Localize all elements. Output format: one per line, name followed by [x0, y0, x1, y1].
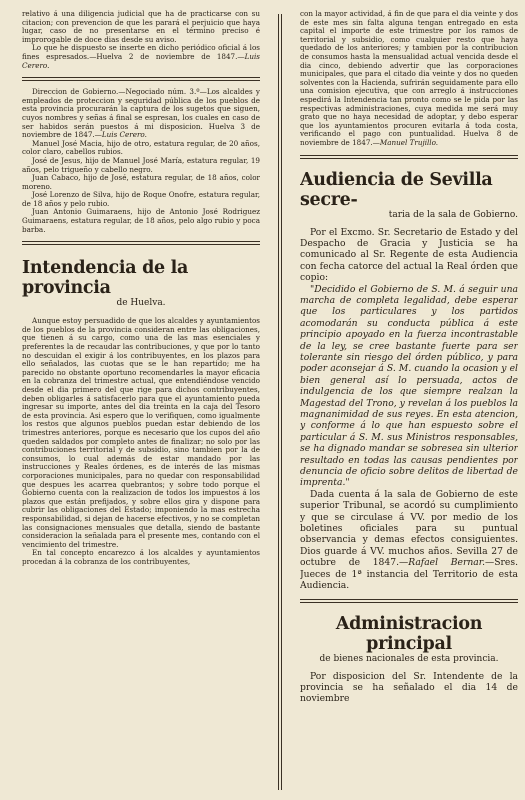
paragraph: Lo que he dispuesto se inserte en dicho periódico oficial á los fines espresados.—Huelva 2 de noviembre de 1847.—Luis Cerero.: [22, 43, 260, 70]
paragraph: En tal concepto encarezco á los alcaldes y ayuntamientos procedan á la cobranza de los contribuyentes,: [22, 548, 260, 566]
right-column: [300, 10, 518, 794]
paragraph: Dada cuenta á la sala de Gobierno de este superior Tribunal, se acordó su cumplimiento y que se circulase á VV. por medio de los boletines oficiales para su puntual observancia y demas efectos consiguientes. Dios guarde á VV. muchos años. Sevilla 27 de octubre de 1847.—Rafael Bernar.—Sres. Jueces de 1ª instancia del Territorio de esta Audiencia.: [300, 488, 518, 592]
separator: [300, 599, 518, 603]
person-entry: Juan Antonio Guimaraens, hijo de Antonio José Rodriguez Guimaraens, estatura regular, de 18 años, pelo algo rubio y poca barba.: [22, 207, 260, 234]
quoted-order: "Decidido el Gobierno de S. M. á seguir una marcha de completa legalidad, debe esperar que los particulares y los partidos acomodarán su conducta pública á este principio apoyado en la fuerza incontrastable de la ley, se cree bastante fuerte para ser tolerante sin riesgo del órden público, y para poder aconsejar á S. M. cuando la ocasion y el bien general así lo persuada, actos de indulgencia de los que siempre realzan la Magestad del Trono, y revelan á los pueblos la magnanimidad de sus reyes. En esta atencion, y conforme á lo que han espuesto sobre el particular á S. M. sus Ministros responsables, se ha dignado mandar se sobresea sin ulterior resultado en todas las causas pendientes por denuncia de oficio sobre delitos de libertad de imprenta.": [300, 283, 518, 489]
paragraph: Por disposicion del Sr. Intendente de la provincia se ha señalado el dia 14 de noviembre: [300, 670, 518, 705]
left-column: [22, 10, 260, 794]
person-entry: Manuel José Macia, hijo de otro, estatura regular, de 20 años, color claro, cabellos rubios.: [22, 138, 260, 157]
person-entry: José de Jesus, hijo de Manuel José María, estatura regular, 19 años, pelo trigueño y cabello negro.: [22, 155, 260, 174]
separator: [22, 241, 260, 245]
paragraph: Aunque estoy persuadido de que los alcaldes y ayuntamientos de los pueblos de la provincia consideran entre las obligaciones, que tienen á su cargo, como una de las mas esenciales y preferentes la de recaudar las contribuciones, y que por lo tanto no descuidan el exigir á los contribuyentes, en los plazos para ello señalados, las cuotas que se le han repartido; me ha parecido no obstante oportuno recomendarles la mayor eficacia en la cobranza del trimestre actual, que entendiéndose vencido desde el dia primero del que rige para dichos contribuyentes, deben obligarles á satisfacerlo para que el ayuntamiento pueda ingresar su importe, antes del dia treinta en la caja del Tesoro de esta provincia. Asi espero que lo verifiquen, como igualmente los restos que algunos pueblos puedan estar debiendo de los trimestres anteriores, porque es necesario que los cupos del año queden saldados por completo antes de finalizar; no solo por las contribuciones territorial y de subsidio, sino tambien por la de consumos, lo cual además de estar mandado por las instrucciones y Reales órdenes, es de interés de las mismas corporaciones municipales, para no quedar con responsabilidad que despues les acarrea quebrantos; y sobre todo porque el Gobierno cuenta con la realizacion de todos los impuestos á los plazos que están prefijados, y sobre ellos gira y dispone para cubrir las obligaciones del Estado; imponiendo la mas estrecha responsabilidad, si dejan de hacerse efectivos, y no se completan las consignaciones mensuales que detalla, siendo de bastante consideracion la señalada para el presente mes, contando con el vencimiento del trimestre.: [22, 316, 260, 549]
section-subheading: de bienes nacionales de esta provincia.: [319, 653, 499, 664]
section-heading: Audiencia de Sevilla secre-: [300, 169, 493, 210]
paragraph: Direccion de Gobierno.—Negociado núm. 3.º—Los alcaldes y empleados de proteccion y seguridad pública de los pueblos de esta provincia procurarán la captura de los sugetos que siguen, cuyos nombres y señas á final se espresan, los cuales en caso de ser habidos serán puestos á mi disposicion. Huelva 3 de noviembre de 1847.—Luis Cerero.: [22, 87, 260, 140]
column-divider: [278, 14, 279, 790]
separator: [22, 77, 260, 81]
column-divider: [281, 14, 282, 790]
person-entry: Juan Cabaco, hijo de José, estatura regular, de 18 años, color moreno.: [22, 173, 260, 191]
paragraph: con la mayor actividad, á fin de que para el dia veinte y dos de este mes sin falta alguna tengan entregado en esta capital el importe de este trimestre por los ramos de territorial y subsidio, como cualquier resto que haya quedado de los anteriores; y tambien por la contribucion de consumos hasta la mensualidad actual vencida desde el dia cinco, debiendo advertir que las corporaciones municipales, que para el citado dia veinte y dos no queden solventes con la Hacienda, sufrirán seguidamente para ello una comision ejecutiva, que con arreglo á instrucciones espedirá la Intendencia tan pronto como se le pida por las respectivas administraciones, cuya medida me será muy grato que no haya necesidad de adoptar, y debo esperar que los ayuntamientos procuren evitarla á toda costa, verificando el pago con puntualidad. Huelva 8 de noviembre de 1847.—Manuel Trujillo.: [300, 10, 518, 147]
section-subheading: taria de la sala de Gobierno.: [388, 209, 518, 220]
person-entry: José Lorenzo de Silva, hijo de Roque Onofre, estatura regular, de 18 años y pelo rubio.: [22, 190, 260, 208]
paragraph: Por el Excmo. Sr. Secretario de Estado y del Despacho de Gracia y Justicia se ha comunicado al Sr. Regente de esta Audiencia con fecha catorce del actual la Real órden que copio:: [300, 226, 518, 284]
section-subheading: de Huelva.: [116, 298, 166, 309]
section-heading: Administracion principal: [335, 613, 483, 654]
separator: [300, 155, 518, 159]
section-heading: Intendencia de la provincia: [22, 258, 189, 299]
paragraph: relativo á una diligencia judicial que ha de practicarse con su citacion; con prevencion de que les parará el perjuicio que haya lugar, caso de no presentarse en el término preciso é improrogable de doce dias desde su aviso.: [22, 10, 260, 44]
